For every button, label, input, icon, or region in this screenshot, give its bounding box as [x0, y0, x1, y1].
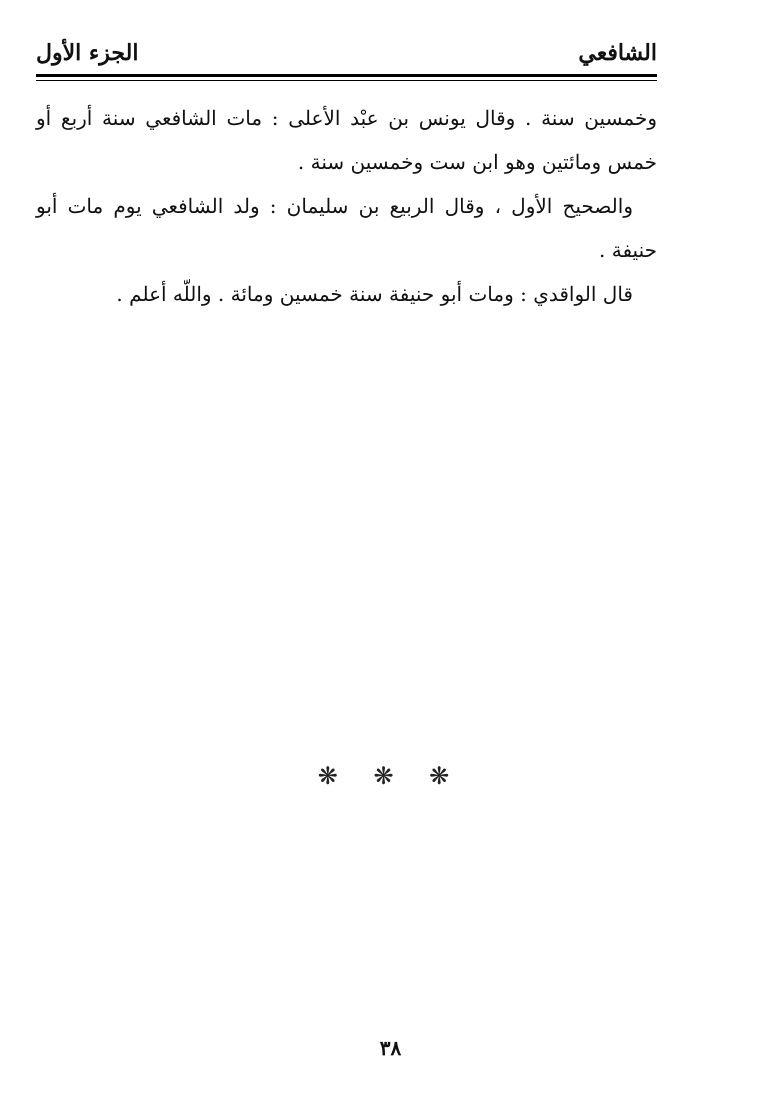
book-title: الشافعي	[578, 40, 657, 66]
paragraph-2: والصحيح الأول ، وقال الربيع بن سليمان : ولد الشافعي يوم مات أبو حنيفة .	[36, 194, 657, 262]
volume-title: الجزء الأول	[36, 40, 139, 66]
page-header	[36, 36, 657, 72]
paragraph-1: وخمسين سنة . وقال يونس بن عبْد الأعلى : مات الشافعي سنة أربع أو خمس ومائتين وهو ابن ست وخمسين سنة .	[36, 106, 657, 174]
page-number: ٣٨	[379, 1036, 402, 1060]
header-rule-thin	[36, 80, 657, 81]
section-separator: ❋ ❋ ❋	[317, 762, 464, 790]
page-body	[36, 96, 657, 316]
header-rule-thick	[36, 74, 657, 77]
paragraph-3: قال الواقدي : ومات أبو حنيفة سنة خمسين ومائة . واللّه أعلم .	[116, 282, 633, 306]
